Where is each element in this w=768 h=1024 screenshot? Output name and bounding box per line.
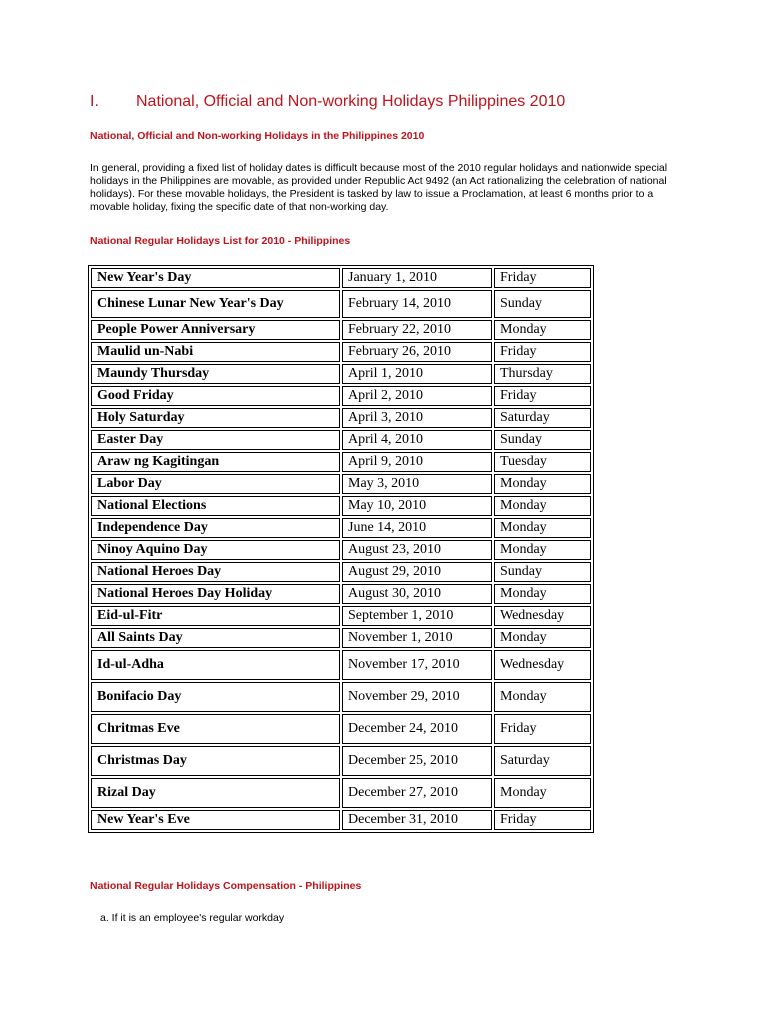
holiday-name: National Heroes Day Holiday — [91, 584, 340, 604]
holiday-name: National Elections — [91, 496, 340, 516]
table-row — [91, 746, 591, 776]
holiday-weekday: Monday — [494, 628, 591, 648]
holiday-list-heading: National Regular Holidays List for 2010 - Philippines — [90, 235, 351, 247]
holiday-date: February 14, 2010 — [342, 290, 492, 318]
holiday-name: National Heroes Day — [91, 562, 340, 582]
holiday-name: Chritmas Eve — [91, 714, 340, 744]
holiday-date: December 24, 2010 — [342, 714, 492, 744]
compensation-item: a. If it is an employee's regular workday — [100, 912, 285, 924]
holiday-weekday: Friday — [494, 810, 591, 830]
holiday-date: April 4, 2010 — [342, 430, 492, 450]
table-row — [91, 474, 591, 494]
holiday-weekday: Friday — [494, 714, 591, 744]
holiday-weekday: Sunday — [494, 562, 591, 582]
table-row — [91, 584, 591, 604]
table-row — [91, 430, 591, 450]
holiday-date: August 23, 2010 — [342, 540, 492, 560]
table-row — [91, 364, 591, 384]
holiday-name: Araw ng Kagitingan — [91, 452, 340, 472]
holiday-name: Rizal Day — [91, 778, 340, 808]
holiday-weekday: Monday — [494, 778, 591, 808]
table-row — [91, 650, 591, 680]
table-row — [91, 714, 591, 744]
table-row — [91, 518, 591, 538]
holiday-weekday: Tuesday — [494, 452, 591, 472]
section-title: National, Official and Non-working Holidays Philippines 2010 — [136, 93, 566, 110]
section-number: I. — [90, 93, 99, 110]
holiday-name: Bonifacio Day — [91, 682, 340, 712]
holiday-weekday: Monday — [494, 682, 591, 712]
holiday-date: November 17, 2010 — [342, 650, 492, 680]
compensation-heading: National Regular Holidays Compensation - Philippines — [90, 880, 362, 892]
holiday-weekday: Friday — [494, 342, 591, 362]
table-row — [91, 342, 591, 362]
subheading: National, Official and Non-working Holidays in the Philippines 2010 — [90, 130, 425, 142]
table-row — [91, 562, 591, 582]
holiday-date: December 27, 2010 — [342, 778, 492, 808]
table-row — [91, 682, 591, 712]
holiday-date: February 26, 2010 — [342, 342, 492, 362]
holiday-date: April 2, 2010 — [342, 386, 492, 406]
holiday-weekday: Saturday — [494, 746, 591, 776]
holiday-weekday: Wednesday — [494, 606, 591, 626]
holiday-name: Chinese Lunar New Year's Day — [91, 290, 340, 318]
table-row — [91, 320, 591, 340]
table-row — [91, 540, 591, 560]
holiday-weekday: Monday — [494, 320, 591, 340]
holiday-table — [88, 265, 594, 833]
holiday-name: Labor Day — [91, 474, 340, 494]
holiday-weekday: Monday — [494, 474, 591, 494]
holiday-name: New Year's Eve — [91, 810, 340, 830]
intro-paragraph: In general, providing a fixed list of holiday dates is difficult because most of the 2010 regular holidays and nationwide special holidays in the Philippines are movable, as provided under Republic Act 9492 (an Act rationalizing the celebration of national holidays). For these movable holidays, the President is tasked by law to issue a Proclamation, at least 6 months prior to a movable holiday, fixing the specific date of that non-working day. — [90, 162, 668, 213]
holiday-weekday: Monday — [494, 496, 591, 516]
holiday-date: April 3, 2010 — [342, 408, 492, 428]
table-row — [91, 408, 591, 428]
holiday-date: April 9, 2010 — [342, 452, 492, 472]
holiday-date: June 14, 2010 — [342, 518, 492, 538]
table-row — [91, 606, 591, 626]
holiday-date: August 29, 2010 — [342, 562, 492, 582]
holiday-weekday: Friday — [494, 386, 591, 406]
holiday-name: Good Friday — [91, 386, 340, 406]
table-row — [91, 778, 591, 808]
holiday-name: New Year's Day — [91, 268, 340, 288]
holiday-date: May 3, 2010 — [342, 474, 492, 494]
holiday-name: Christmas Day — [91, 746, 340, 776]
holiday-name: Independence Day — [91, 518, 340, 538]
holiday-name: Maundy Thursday — [91, 364, 340, 384]
table-row — [91, 628, 591, 648]
holiday-date: February 22, 2010 — [342, 320, 492, 340]
holiday-date: April 1, 2010 — [342, 364, 492, 384]
holiday-name: Eid-ul-Fitr — [91, 606, 340, 626]
holiday-name: Holy Saturday — [91, 408, 340, 428]
holiday-weekday: Wednesday — [494, 650, 591, 680]
holiday-weekday: Friday — [494, 268, 591, 288]
holiday-date: May 10, 2010 — [342, 496, 492, 516]
holiday-date: December 31, 2010 — [342, 810, 492, 830]
page-title — [90, 93, 565, 111]
holiday-weekday: Sunday — [494, 430, 591, 450]
holiday-date: August 30, 2010 — [342, 584, 492, 604]
holiday-date: December 25, 2010 — [342, 746, 492, 776]
holiday-name: Ninoy Aquino Day — [91, 540, 340, 560]
table-row — [91, 290, 591, 318]
holiday-date: September 1, 2010 — [342, 606, 492, 626]
holiday-name: Easter Day — [91, 430, 340, 450]
holiday-name: All Saints Day — [91, 628, 340, 648]
holiday-weekday: Monday — [494, 540, 591, 560]
table-row — [91, 810, 591, 830]
table-row — [91, 452, 591, 472]
holiday-date: November 29, 2010 — [342, 682, 492, 712]
holiday-weekday: Thursday — [494, 364, 591, 384]
table-row — [91, 268, 591, 288]
holiday-weekday: Monday — [494, 518, 591, 538]
holiday-name: People Power Anniversary — [91, 320, 340, 340]
holiday-weekday: Sunday — [494, 290, 591, 318]
holiday-weekday: Saturday — [494, 408, 591, 428]
table-row — [91, 496, 591, 516]
table-row — [91, 386, 591, 406]
holiday-date: November 1, 2010 — [342, 628, 492, 648]
holiday-date: January 1, 2010 — [342, 268, 492, 288]
holiday-name: Id-ul-Adha — [91, 650, 340, 680]
holiday-name: Maulid un-Nabi — [91, 342, 340, 362]
holiday-weekday: Monday — [494, 584, 591, 604]
